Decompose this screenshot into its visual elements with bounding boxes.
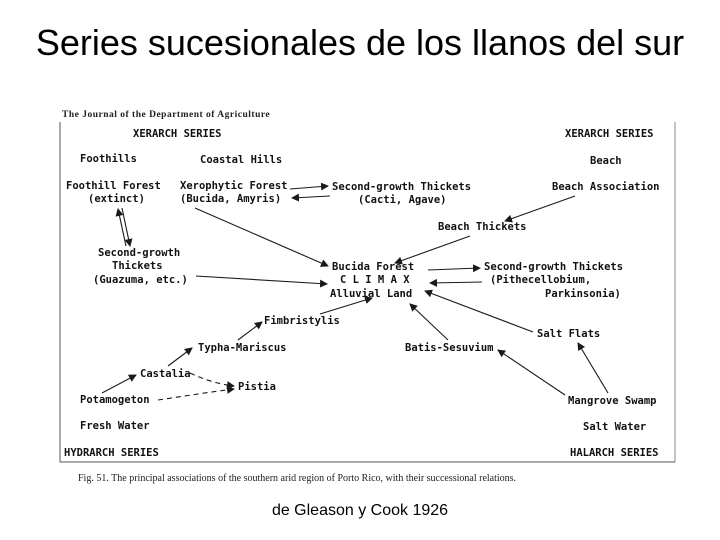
- dashed-link-potamogeton-pistia: [158, 389, 234, 400]
- node-beach: Beach: [590, 155, 622, 167]
- slide-caption: de Gleason y Cook 1926: [271, 502, 449, 519]
- node-mangrove-swamp: Mangrove Swamp: [568, 395, 657, 407]
- arrow-xerophytic-to-bucida: [195, 208, 328, 266]
- node-second-growth-right-note2: Parkinsonia): [545, 288, 621, 300]
- node-second-growth-left-line3: (Guazuma, etc.): [93, 274, 188, 286]
- arrow-typha-to-fimbristylis: [238, 322, 262, 340]
- series-label-halarch: HALARCH SERIES: [570, 447, 659, 459]
- node-batis-sesuvium: Batis-Sesuvium: [405, 342, 494, 354]
- node-second-growth-right-note1: (Pithecellobium,: [490, 274, 592, 286]
- arrow-second-growth-left-to-foothill-forest: [118, 209, 126, 246]
- series-label-xerarch-left: XERARCH SERIES: [133, 128, 222, 140]
- node-fimbristylis: Fimbristylis: [264, 315, 340, 327]
- node-second-growth-left-line1: Second-growth: [98, 247, 181, 259]
- node-second-growth-right: Second-growth Thickets: [484, 261, 624, 273]
- arrow-mangrove-to-salt-flats: [578, 343, 608, 393]
- arrow-potamogeton-to-castalia: [102, 375, 136, 393]
- node-coastal-hills: Coastal Hills: [200, 154, 283, 166]
- node-salt-water: Salt Water: [583, 421, 647, 433]
- dashed-link-castalia-pistia: [190, 373, 234, 386]
- arrow-beach-thickets-to-bucida: [395, 236, 470, 263]
- arrow-second-growth-right-to-bucida: [430, 282, 482, 283]
- figure-caption: Fig. 51. The principal associations of the southern arid region of Porto Rico, with their successional relations.: [78, 473, 517, 484]
- node-castalia: Castalia: [140, 368, 191, 380]
- series-label-xerarch-right: XERARCH SERIES: [565, 128, 654, 140]
- arrow-second-growth-left-to-bucida: [196, 276, 327, 284]
- arrow-foothill-forest-to-second-growth-left: [122, 208, 130, 246]
- node-foothill-forest: Foothill Forest: [66, 180, 161, 192]
- arrow-xerophytic-to-second-growth-top: [290, 186, 328, 189]
- arrow-batis-to-alluvial: [410, 304, 448, 340]
- journal-header: The Journal of the Department of Agriculture: [62, 110, 271, 120]
- node-second-growth-left-line2: Thickets: [112, 260, 163, 272]
- arrow-castalia-to-typha: [168, 348, 192, 366]
- node-xerophytic-forest-note: (Bucida, Amyris): [180, 193, 282, 205]
- node-typha-mariscus: Typha-Mariscus: [198, 342, 287, 354]
- node-fresh-water: Fresh Water: [80, 420, 150, 432]
- node-salt-flats: Salt Flats: [537, 328, 601, 340]
- arrow-fimbristylis-to-alluvial: [320, 298, 372, 314]
- node-foothills: Foothills: [80, 153, 137, 165]
- node-pistia: Pistia: [238, 381, 276, 393]
- series-label-hydrarch: HYDRARCH SERIES: [64, 447, 159, 459]
- node-alluvial-land: Alluvial Land: [330, 288, 413, 300]
- node-xerophytic-forest: Xerophytic Forest: [180, 180, 288, 192]
- node-second-growth-top: Second-growth Thickets: [332, 181, 472, 193]
- arrow-bucida-to-second-growth-right: [428, 268, 480, 270]
- arrow-second-growth-top-to-xerophytic: [292, 196, 330, 198]
- node-potamogeton: Potamogeton: [80, 394, 150, 406]
- slide-title: Series sucesionales de los llanos del sur: [35, 22, 685, 63]
- arrow-beach-association-to-beach-thickets: [505, 196, 575, 221]
- node-bucida-forest: Bucida Forest: [332, 261, 415, 273]
- node-beach-association: Beach Association: [552, 181, 660, 193]
- node-climax: C L I M A X: [340, 274, 410, 286]
- node-beach-thickets: Beach Thickets: [438, 221, 527, 233]
- node-second-growth-top-note: (Cacti, Agave): [358, 194, 447, 206]
- node-foothill-forest-note: (extinct): [88, 193, 145, 205]
- arrow-mangrove-to-batis: [498, 350, 565, 395]
- arrow-salt-flats-to-alluvial: [425, 291, 533, 332]
